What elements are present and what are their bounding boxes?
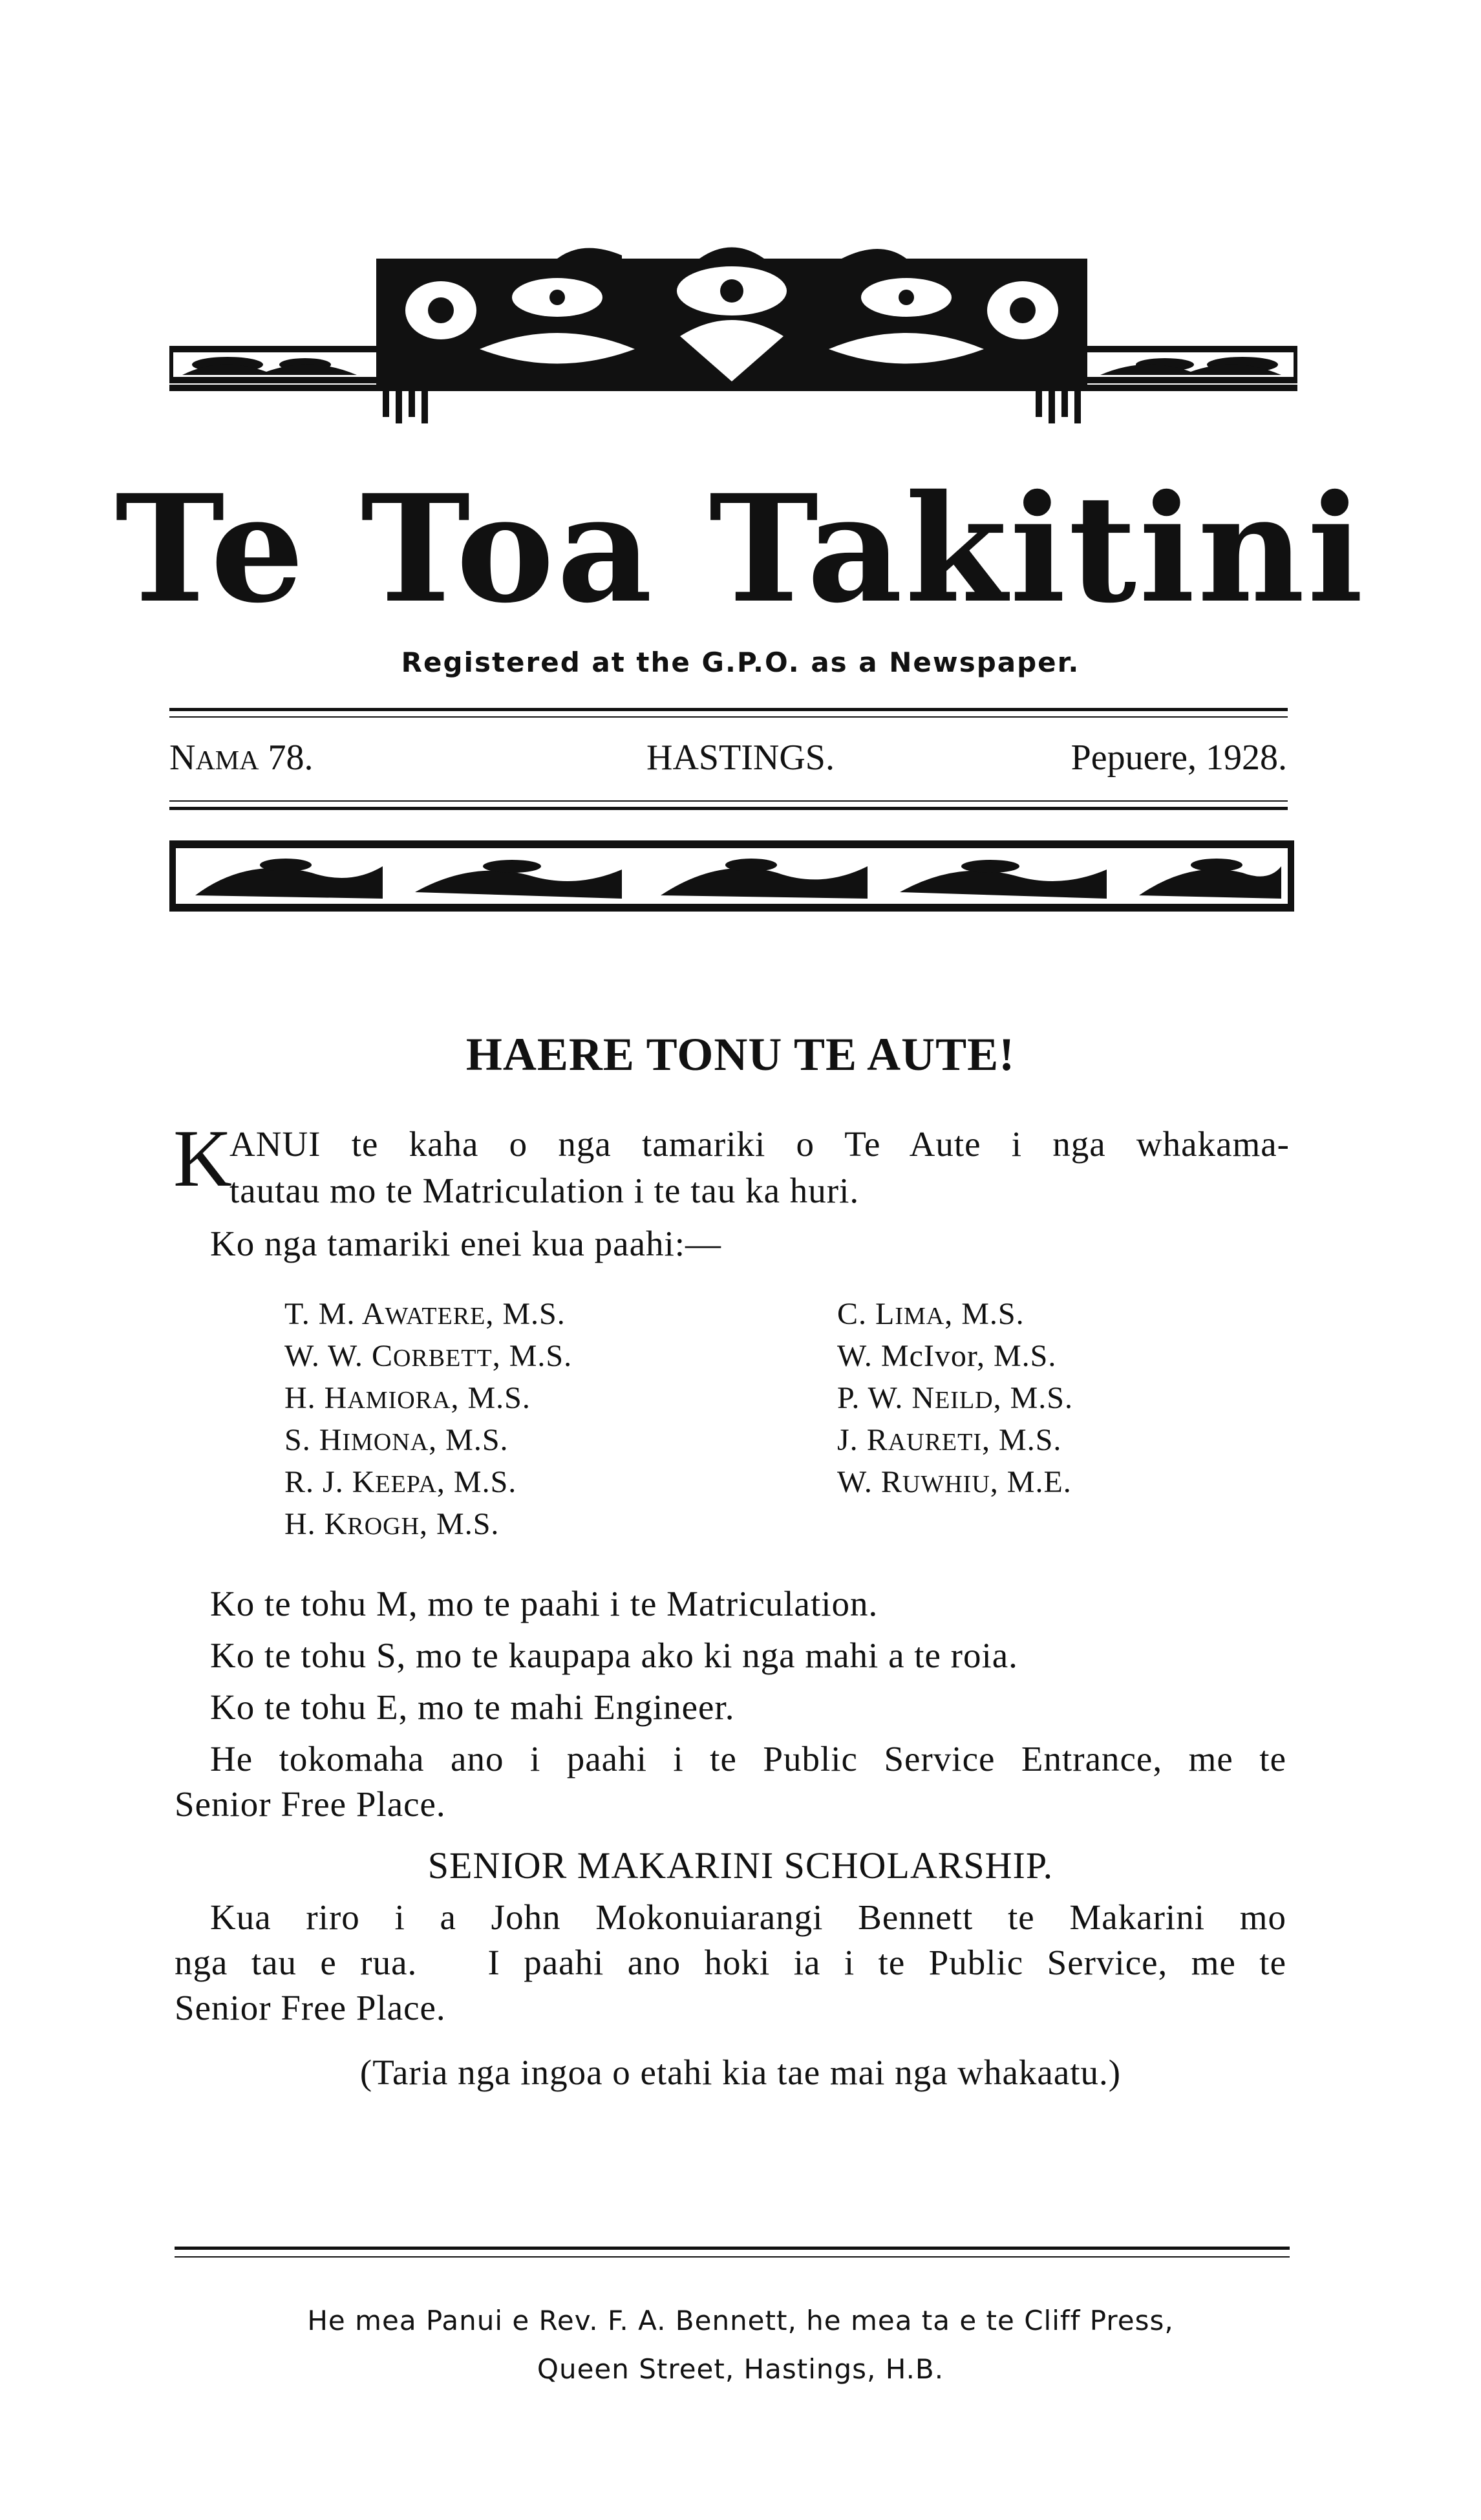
scholarship-subheading: SENIOR MAKARINI SCHOLARSHIP. — [427, 1844, 1054, 1886]
list-item: J. RAURETI, M.S. — [837, 1423, 1062, 1457]
issue-rule-top — [169, 708, 1288, 711]
note-m: Ko te tohu M, mo te paahi i te Matriculation. — [210, 1584, 879, 1623]
list-item: C. LIMA, M.S. — [837, 1297, 1025, 1331]
registration-notice: Registered at the G.P.O. as a Newspaper. — [401, 646, 1080, 678]
drop-cap: K — [173, 1114, 232, 1204]
footer-imprint-line-1: He mea Panui e Rev. F. A. Bennett, he mea ta e te Cliff Press, — [307, 2305, 1174, 2336]
footer-rule-thin — [175, 2256, 1290, 2258]
issue-rule-bottom — [169, 807, 1288, 810]
intro-line-2: tautau mo te Matriculation i te tau ka huri. — [229, 1171, 860, 1210]
issue-date: Pepuere, 1928. — [1071, 738, 1287, 778]
list-item: H. KROGH, M.S. — [284, 1507, 500, 1541]
note-public-line-2: Senior Free Place. — [175, 1784, 446, 1824]
decorative-band-ornament — [169, 834, 1294, 918]
list-item: W. RUWHIU, M.E. — [837, 1465, 1072, 1499]
intro-line-1: ANUI te kaha o nga tamariki o Te Aute i nga whakama- — [229, 1124, 1290, 1164]
list-item: H. HAMIORA, M.S. — [284, 1381, 531, 1415]
list-item: R. J. KEEPA, M.S. — [284, 1465, 517, 1499]
list-item: T. M. AWATERE, M.S. — [284, 1297, 566, 1331]
scholarship-line-1: Kua riro i a John Mokonuiarangi Bennett te Makarini mo — [210, 1897, 1286, 1937]
masthead-carving-ornament — [169, 239, 1297, 433]
list-item: P. W. NEILD, M.S. — [837, 1381, 1073, 1415]
note-public-line-1: He tokomaha ano i paahi i te Public Service Entrance, me te — [210, 1739, 1286, 1778]
footer-imprint-line-2: Queen Street, Hastings, H.B. — [537, 2353, 944, 2385]
footer-rule-thick — [175, 2247, 1290, 2250]
note-e: Ko te tohu E, mo te mahi Engineer. — [210, 1687, 735, 1727]
closing-note: (Taria nga ingoa o etahi kia tae mai nga whakaatu.) — [359, 2053, 1122, 2092]
scholarship-line-3: Senior Free Place. — [175, 1988, 446, 2027]
list-item: S. HIMONA, M.S. — [284, 1423, 509, 1457]
list-item: W. McIvor, M.S. — [837, 1339, 1057, 1373]
issue-rule-top-thin — [169, 716, 1288, 718]
intro-line-3: Ko nga tamariki enei kua paahi:— — [210, 1224, 722, 1263]
newspaper-title: Te Toa Takitini — [114, 462, 1367, 635]
note-s: Ko te tohu S, mo te kaupapa ako ki nga mahi a te roia. — [210, 1636, 1018, 1675]
scholarship-line-2: nga tau e rua. I paahi ano hoki ia i te Public Service, me te — [175, 1943, 1286, 1982]
issue-place: HASTINGS. — [646, 738, 835, 778]
issue-number: NAMA 78. — [169, 738, 314, 778]
issue-rule-bottom-thin — [169, 800, 1288, 802]
list-item: W. W. CORBETT, M.S. — [284, 1339, 573, 1373]
article-headline: HAERE TONU TE AUTE! — [465, 1029, 1016, 1080]
